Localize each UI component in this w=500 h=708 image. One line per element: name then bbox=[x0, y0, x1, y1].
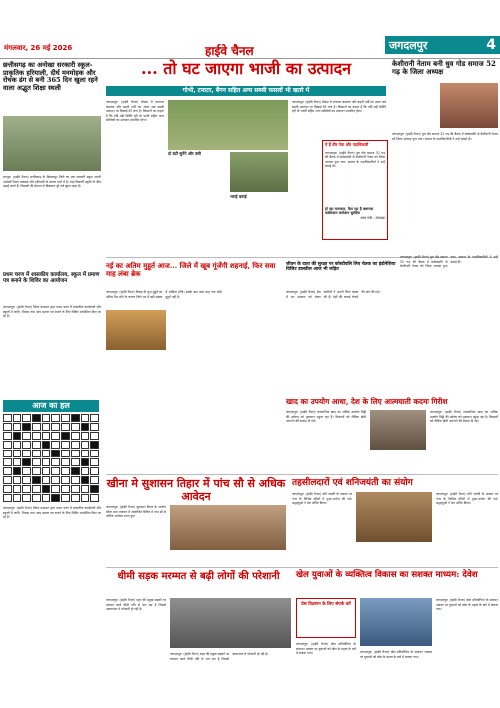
right-top-headline: केशीरानी नेताम बनी धुव गोड समाज 52 गढ़ के जिला अध्यक्ष bbox=[392, 59, 496, 77]
bottom-headline-3: तहसीलदारों एवं शनिजयंती का संयोग bbox=[292, 478, 413, 488]
crossword-cell bbox=[3, 441, 12, 449]
main-subhead-2: भराई कराई bbox=[230, 194, 247, 199]
crossword-cell bbox=[81, 476, 90, 484]
puzzle-title: आज का हल bbox=[3, 400, 99, 412]
crossword-cell bbox=[81, 423, 90, 431]
crossword-cell bbox=[42, 423, 51, 431]
crossword-cell bbox=[71, 485, 80, 493]
wedding-photo bbox=[106, 310, 166, 350]
divider bbox=[106, 474, 498, 475]
crossword-cell bbox=[32, 485, 41, 493]
crossword-cell bbox=[51, 494, 60, 502]
newspaper-name: हाईवे चैनल bbox=[205, 44, 254, 58]
crossword-cell bbox=[3, 494, 12, 502]
city-name: जगदलपुर bbox=[389, 38, 428, 52]
crossword-cell bbox=[13, 414, 22, 422]
crossword-cell bbox=[32, 450, 41, 458]
crossword-cell bbox=[42, 485, 51, 493]
page-header-box bbox=[385, 36, 500, 54]
crossword-cell bbox=[3, 458, 12, 466]
crossword-cell bbox=[90, 450, 99, 458]
mid-body-3: जगदलपुर। (हाईवे चैनल) रासायनिक खाद का अधिक उपयोग मिट्टी की उर्वरता को नुकसान पहुंचा रहा है। किसानों को जैविक खेती अपनाने की सलाह दी गई। bbox=[286, 410, 366, 424]
crossword-cell bbox=[42, 441, 51, 449]
crossword-cell bbox=[81, 494, 90, 502]
bottom-body-4b: जगदलपुर। (हाईवे चैनल) शहर की प्रमुख सड़कों पर मरम्मत कार्य धीमी गति से चल रहा है जिससे आवागमन में परेशानी हो रही है। bbox=[170, 652, 269, 661]
crossword-cell bbox=[71, 494, 80, 502]
crossword-cell bbox=[32, 458, 41, 466]
masthead bbox=[0, 0, 500, 59]
crossword-cell bbox=[61, 414, 70, 422]
crossword-cell bbox=[13, 423, 22, 431]
crossword-cell bbox=[81, 432, 90, 440]
crossword-cell bbox=[81, 458, 90, 466]
crossword-cell bbox=[3, 423, 12, 431]
crossword-cell bbox=[51, 458, 60, 466]
notice-box-foot: हो रहा चमत्कार, फैल रहा है भ्रष्टाचार कबीरधाम कलेक्टर सुरक्षित bbox=[325, 206, 374, 215]
notice-box bbox=[322, 140, 388, 240]
crossword-cell bbox=[71, 441, 80, 449]
issue-date: मंगलवार, 26 मई 2026 bbox=[4, 44, 73, 52]
crossword-cell bbox=[51, 476, 60, 484]
crossword-cell bbox=[3, 414, 12, 422]
left-top-headline: छत्तीसगढ़ का अनोखा सरकारी स्कूल- प्राकृतिक हरियाली, दीर्घ मनमोहक और रोचक ढंग से बनी 365 दिन खुला रहने वाला अद्भुत शिक्षा स्थली bbox=[3, 61, 98, 92]
crossword-cell bbox=[13, 441, 22, 449]
crossword-grid bbox=[3, 414, 99, 502]
bottom-body-5b: जगदलपुर। (हाईवे चैनल) खेल प्रतियोगिता के समापन अवसर पर युवाओं को खेल के महत्व के बारे में बताया गया। bbox=[436, 598, 498, 612]
crossword-cell bbox=[90, 467, 99, 475]
crossword-cell bbox=[32, 494, 41, 502]
crossword-cell bbox=[90, 494, 99, 502]
notice-box-head: ये हैं वीर नेता और पदाधिकारी bbox=[325, 142, 369, 147]
ad-box: प्रेस विज्ञापन के लिए संपर्क करें bbox=[296, 598, 356, 638]
crossword-cell bbox=[32, 467, 41, 475]
crossword-cell bbox=[22, 485, 31, 493]
crossword-cell bbox=[81, 485, 90, 493]
crossword-cell bbox=[90, 414, 99, 422]
crossword-cell bbox=[51, 467, 60, 475]
crossword-cell bbox=[61, 450, 70, 458]
crossword-cell bbox=[61, 476, 70, 484]
crossword-cell bbox=[42, 432, 51, 440]
crossword-cell bbox=[51, 485, 60, 493]
bottom-headline-5: खेल युवाओं के व्यक्तित्व विकास का सशक्त माध्यम: देवेश bbox=[296, 570, 478, 580]
crossword-cell bbox=[61, 467, 70, 475]
farmer-photo bbox=[230, 152, 288, 192]
crossword-cell bbox=[13, 432, 22, 440]
crossword-cell bbox=[32, 432, 41, 440]
crossword-cell bbox=[61, 441, 70, 449]
bottom-body-3: जगदलपुर। (हाईवे चैनल) शनि जयंती के अवसर पर नगर के विभिन्न मंदिरों में पूजा-अर्चना की गई। श्रद्धालुओं ने तेल अर्पित किया। bbox=[292, 492, 352, 506]
left-mid-body: जगदलपुर। (हाईवे चैनल) जिला प्रशासन द्वारा प्रथम चरण में शासकीय कार्यालयों और स्कूलों में जाति, निवास तथा आय प्रमाण पत्र बनाने के लिए शिविर आयोजित किए जा रहे हैं। bbox=[3, 305, 101, 319]
crossword-cell bbox=[61, 432, 70, 440]
mid-body-3b: जगदलपुर। (हाईवे चैनल) रासायनिक खाद का अधिक उपयोग मिट्टी की उर्वरता को नुकसान पहुंचा रहा है। किसानों को जैविक खेती अपनाने की सलाह दी गई। bbox=[430, 410, 498, 424]
camp-photo bbox=[170, 505, 286, 550]
bottom-body-5: जगदलपुर। (हाईवे चैनल) खेल प्रतियोगिता के समापन अवसर पर युवाओं को खेल के महत्व के बारे में बताया गया। bbox=[296, 642, 356, 656]
left-top-body: रायपुर। (हाईवे चैनल) छत्तीसगढ़ के बिलासपुर जिले का एक सरकारी स्कूल अपनी अनोखी शिक्षा व्यवस्था और हरियाली के कारण चर्चा में है। यहां विद्यार्थी प्रकृति के बीच पढ़ाई करते हैं। शिक्षकों की मेहनत से विद्यालय पूरे वर्ष खुला रहता है। bbox=[3, 175, 101, 189]
crossword-cell bbox=[32, 414, 41, 422]
crossword-cell bbox=[42, 458, 51, 466]
crossword-cell bbox=[51, 450, 60, 458]
crossword-cell bbox=[71, 414, 80, 422]
crossword-cell bbox=[22, 423, 31, 431]
crossword-cell bbox=[81, 467, 90, 475]
crossword-cell bbox=[51, 441, 60, 449]
vegetable-photo bbox=[168, 100, 288, 150]
bottom-headline-1: खीना मे सुशासन तिहार में पांच सौ से अधिक आवेदन bbox=[106, 477, 286, 503]
crossword-cell bbox=[22, 494, 31, 502]
crossword-cell bbox=[90, 441, 99, 449]
main-banner: गोभी, टमाटर, बैंगन सहित अन्य सब्जी फसलों भी खतरे में bbox=[106, 86, 386, 96]
crossword-cell bbox=[90, 458, 99, 466]
right-top-body: जगदलपुर। (हाईवे चैनल) धुव गोंड समाज 52 गढ़ की बैठक में सर्वसम्मति से केशीरानी नेताम को जिला अध्यक्ष चुना गया। समाज के पदाधिकारियों ने उन्हें बधाई दी। bbox=[392, 132, 498, 141]
main-body-col1: जगदलपुर। (हाईवे चैनल) मौसम में लगातार बदलाव और बढ़ती गर्मी का असर अब सब्जी उत्पादन पर दिखाई देने लगा है। किसानों का कहना है कि यदि यही स्थिति रही तो भाजी सहित अन्य सब्जियों का उत्पादन प्रभावित होगा। bbox=[106, 100, 164, 123]
bottom-headline-4: धीमी सड़क मरम्मत से बढ़ी लोगों की परेशानी bbox=[117, 571, 280, 582]
crossword-cell bbox=[51, 423, 60, 431]
crossword-cell bbox=[90, 432, 99, 440]
road-photo bbox=[170, 598, 291, 648]
crossword-cell bbox=[22, 476, 31, 484]
crossword-cell bbox=[22, 432, 31, 440]
crossword-cell bbox=[13, 485, 22, 493]
crossword-cell bbox=[3, 485, 12, 493]
crossword-cell bbox=[71, 467, 80, 475]
crossword-cell bbox=[42, 414, 51, 422]
bottom-body-4: जगदलपुर। (हाईवे चैनल) शहर की प्रमुख सड़कों पर मरम्मत कार्य धीमी गति से चल रहा है जिससे आवागमन में परेशानी हो रही है। bbox=[106, 598, 166, 612]
left-bottom-body: जगदलपुर। (हाईवे चैनल) जिला प्रशासन द्वारा प्रथम चरण में शासकीय कार्यालयों और स्कूलों में जाति, निवास तथा आय प्रमाण पत्र बनाने के लिए शिविर आयोजित किए जा रहे हैं। bbox=[3, 506, 101, 520]
mid-body-1: जगदलपुर। (हाईवे चैनल) विवाह के शुभ मुहूर्त का अंतिम दिन होने के कारण जिले भर में बड़ी संख्या में शादियां होंगी। इसके बाद सवा माह तक कोई मुहूर्त नहीं है। bbox=[106, 290, 222, 299]
crossword-cell bbox=[22, 467, 31, 475]
mid-headline-3: खाद का उपयोग आधा, देश के लिए आत्मघाती कदमः गिरीश bbox=[286, 397, 448, 406]
crossword-cell bbox=[71, 458, 80, 466]
bottom-body-5c: जगदलपुर। (हाईवे चैनल) खेल प्रतियोगिता के समापन अवसर पर युवाओं को खेल के महत्व के बारे में बताया गया। bbox=[360, 650, 432, 659]
main-headline: ... तो घट जाएगा भाजी का उत्पादन bbox=[141, 59, 351, 78]
crossword-cell bbox=[3, 450, 12, 458]
crossword-cell bbox=[90, 423, 99, 431]
crossword-cell bbox=[3, 432, 12, 440]
school-photo bbox=[3, 116, 101, 171]
crossword-cell bbox=[32, 476, 41, 484]
mid-headline-2: जीवन के दाता की सुरक्षा पर कोस्टीवलि लिए चेतक का इंडोनेशिया विजिट डालडील आज भी जड़ित bbox=[286, 262, 396, 273]
page-number: 4 bbox=[486, 37, 496, 53]
crossword-cell bbox=[71, 423, 80, 431]
temple-photo bbox=[356, 492, 432, 542]
crossword-cell bbox=[22, 414, 31, 422]
divider bbox=[106, 567, 498, 568]
crossword-cell bbox=[71, 450, 80, 458]
crossword-cell bbox=[81, 450, 90, 458]
crossword-cell bbox=[42, 476, 51, 484]
mid-body-2: जगदलपुर। (हाईवे चैनल) क्षेत्र में वन संरक्षण को लेकर ग्रामीणों ने अपनी चिंता व्यक्त की है। पेड़ों की कटाई रोकने की मांग की गई। bbox=[286, 290, 380, 299]
crossword-cell bbox=[90, 476, 99, 484]
crossword-cell bbox=[61, 458, 70, 466]
speaker-photo bbox=[370, 410, 426, 450]
crossword-cell bbox=[61, 485, 70, 493]
crossword-cell bbox=[81, 414, 90, 422]
crossword-cell bbox=[13, 467, 22, 475]
crossword-cell bbox=[13, 458, 22, 466]
crossword-cell bbox=[71, 432, 80, 440]
sports-photo bbox=[360, 598, 432, 646]
crossword-cell bbox=[51, 414, 60, 422]
crossword-cell bbox=[90, 485, 99, 493]
crossword-cell bbox=[51, 432, 60, 440]
main-body-col3: जगदलपुर। (हाईवे चैनल) मौसम में लगातार बदलाव और बढ़ती गर्मी का असर अब सब्जी उत्पादन पर दिखाई देने लगा है। किसानों का कहना है कि यदि यही स्थिति रही तो भाजी सहित अन्य सब्जियों का उत्पादन प्रभावित होगा। bbox=[292, 100, 386, 114]
crossword-cell bbox=[61, 494, 70, 502]
notice-box-body: जगदलपुर। (हाईवे चैनल) धुव गोंड समाज 52 गढ़ की बैठक में सर्वसम्मति से केशीरानी नेताम को जिला अध्यक्ष चुना गया। समाज के पदाधिकारियों ने उन्हें बधाई दी। bbox=[325, 150, 385, 169]
crossword-cell bbox=[3, 467, 12, 475]
crossword-cell bbox=[42, 467, 51, 475]
main-subhead-1: दो बंटी सुनेंगे और उसी bbox=[168, 151, 201, 156]
crossword-cell bbox=[13, 450, 22, 458]
crossword-cell bbox=[61, 423, 70, 431]
crossword-cell bbox=[22, 441, 31, 449]
crossword-cell bbox=[71, 476, 80, 484]
crossword-cell bbox=[32, 441, 41, 449]
crossword-cell bbox=[22, 458, 31, 466]
right-continued-body: जगदलपुर। (हाईवे चैनल) धुव गोंड समाज 52 गढ़ की बैठक में सर्वसम्मति से केशीरानी नेताम को जिला अध्यक्ष चुना गया। समाज के पदाधिकारियों ने उन्हें बधाई दी। bbox=[400, 255, 498, 269]
leader-photo bbox=[440, 83, 498, 128]
notice-box-sign: अमर गंधी - संपादक bbox=[360, 215, 385, 220]
crossword-cell bbox=[22, 450, 31, 458]
bottom-body-3b: जगदलपुर। (हाईवे चैनल) शनि जयंती के अवसर पर नगर के विभिन्न मंदिरों में पूजा-अर्चना की गई। श्रद्धालुओं ने तेल अर्पित किया। bbox=[436, 492, 498, 506]
crossword-cell bbox=[32, 423, 41, 431]
crossword-cell bbox=[13, 494, 22, 502]
bottom-body-1: जगदलपुर। (हाईवे चैनल) सुशासन तिहार के अंतर्गत खीना ग्राम पंचायत में आयोजित शिविर में पांच सौ से अधिक आवेदन प्राप्त हुए। bbox=[106, 505, 166, 519]
left-mid-headline: प्रथम चरण में शासकीय कार्यालय, स्कूल में प्रमाण पत्र बनाने के शिविर का आयोजन bbox=[3, 272, 100, 285]
mid-headline-1: नई का अतिम मुहूर्त आज... जिले में खूब गूंजेंगी शहनाई, फिर सवा माह लंबा ब्रेक bbox=[106, 261, 276, 279]
crossword-cell bbox=[81, 441, 90, 449]
crossword-cell bbox=[3, 476, 12, 484]
crossword-cell bbox=[42, 494, 51, 502]
crossword-cell bbox=[42, 450, 51, 458]
crossword-cell bbox=[13, 476, 22, 484]
